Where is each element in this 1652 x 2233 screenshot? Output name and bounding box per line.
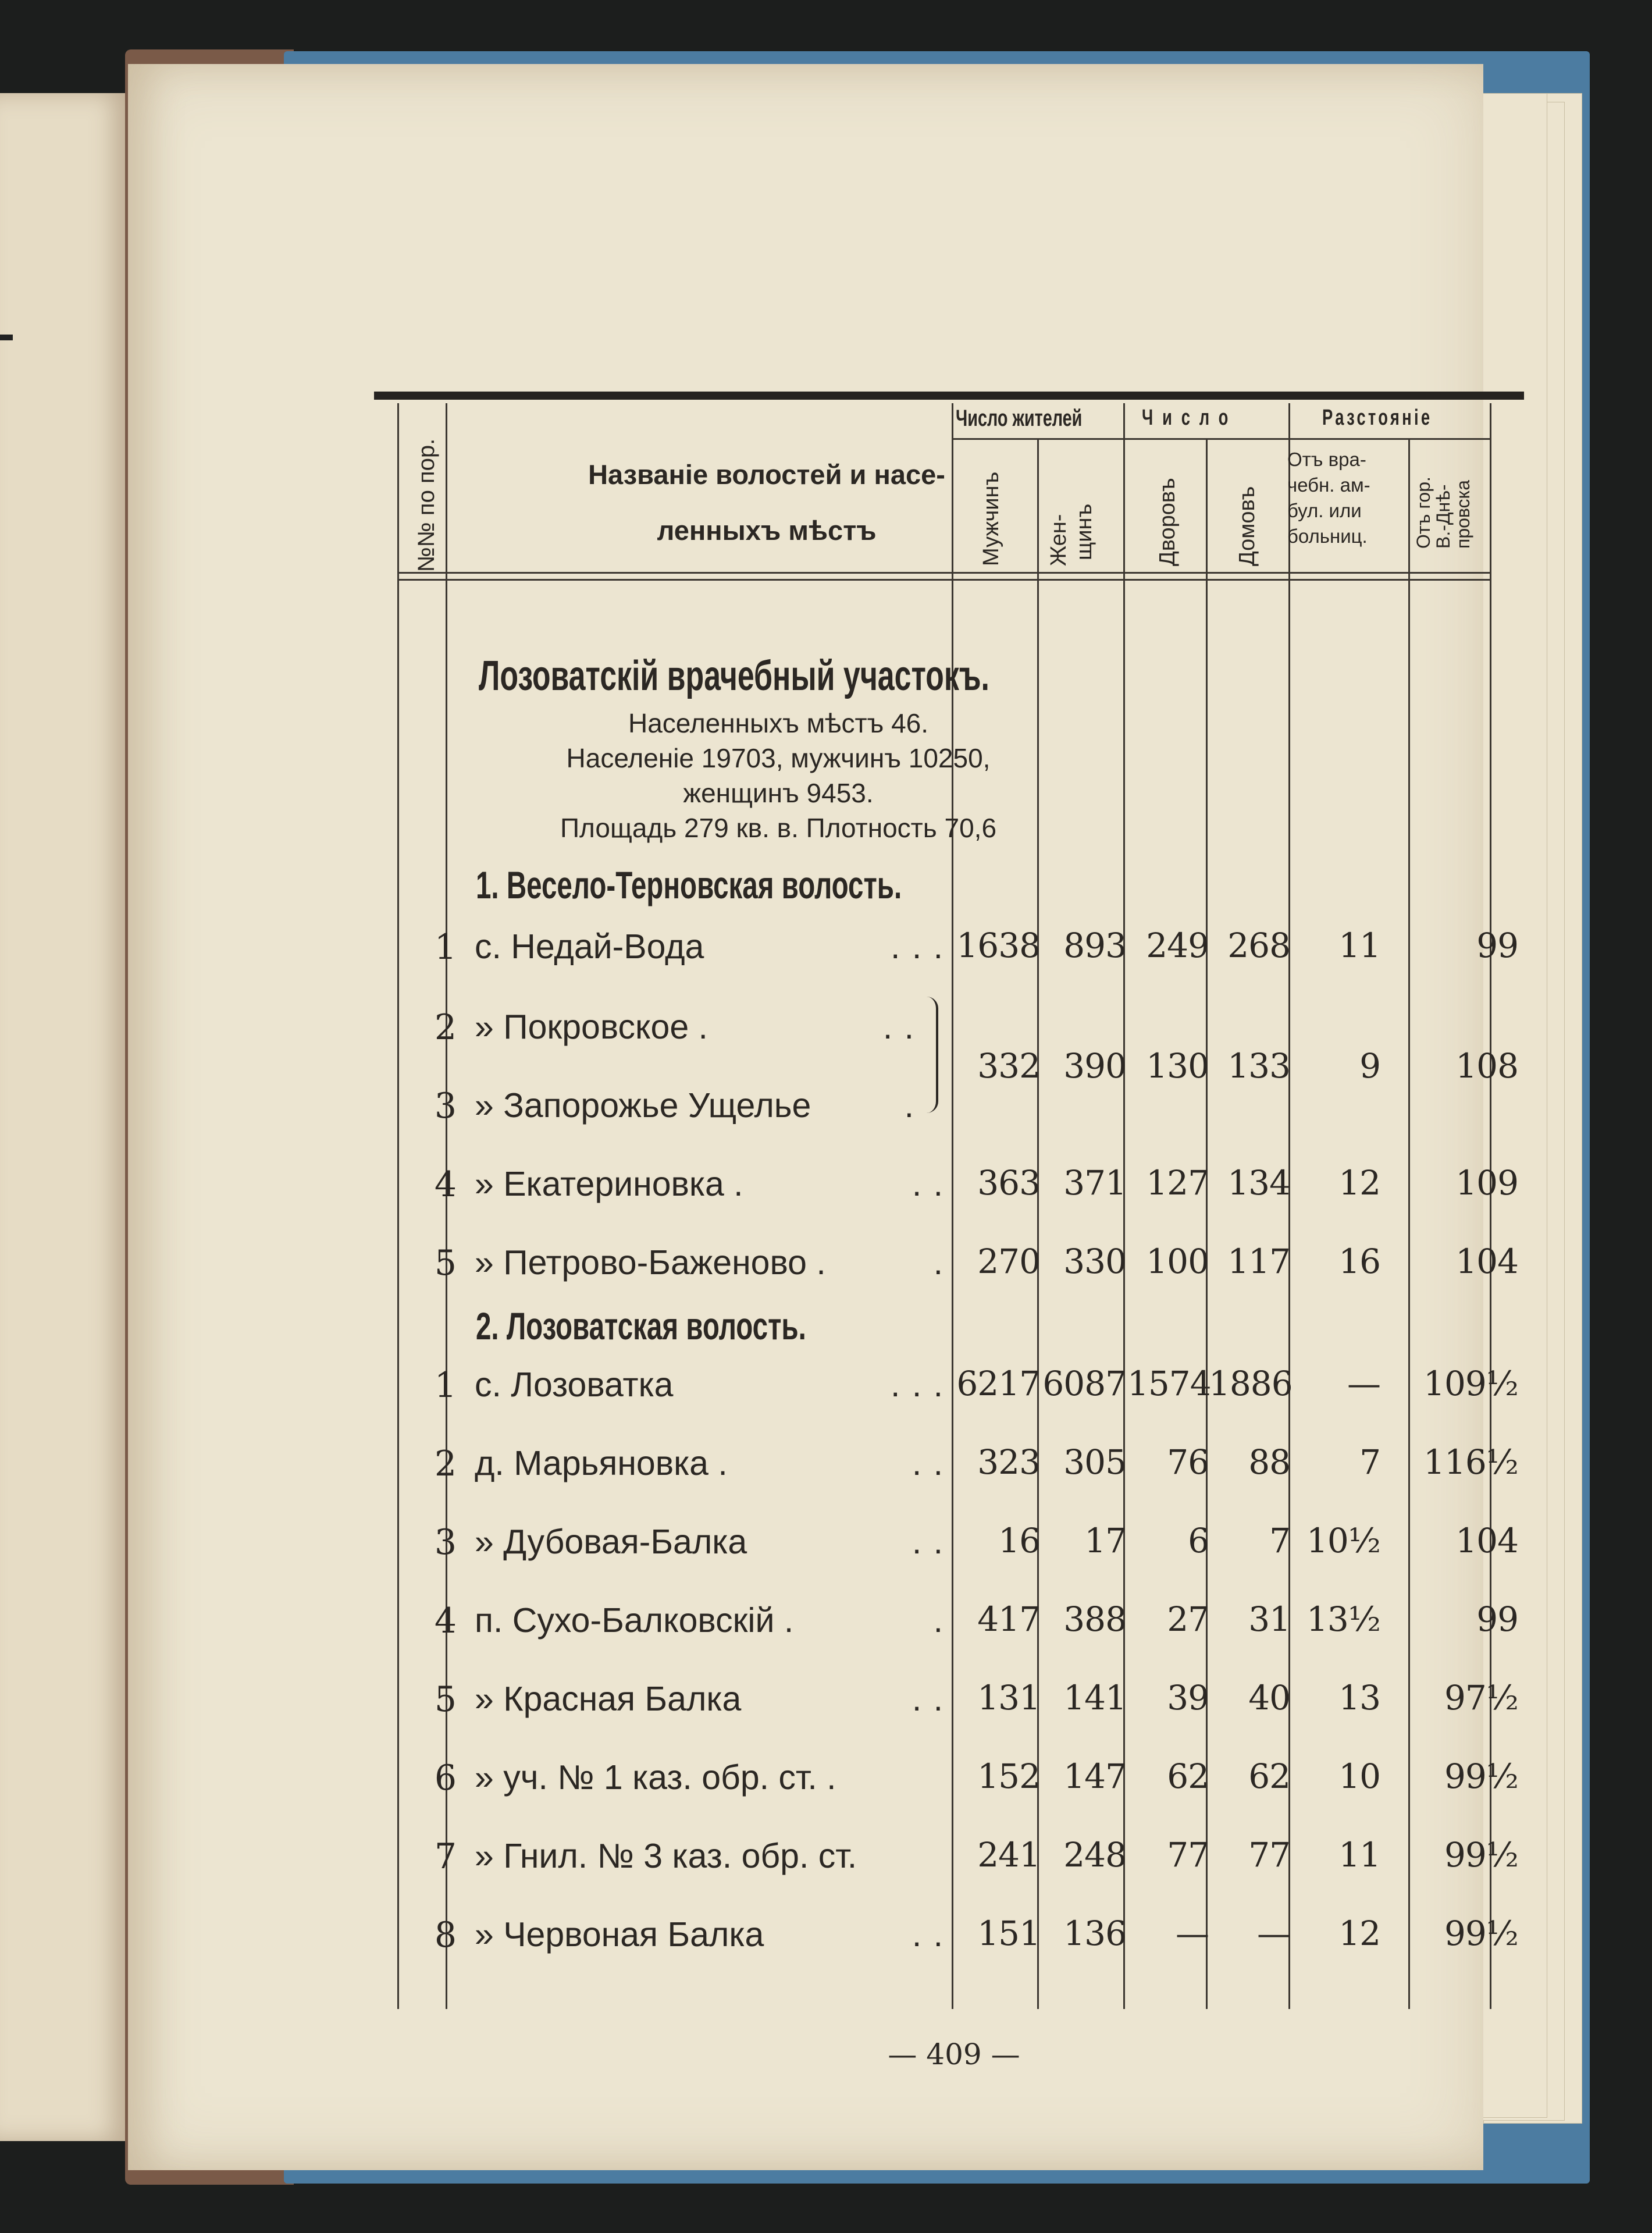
district-info-line: женщинъ 9453. <box>683 778 874 808</box>
cell-houses: 117 <box>1227 1242 1290 1281</box>
district-info-line: Площадь 279 кв. в. Плотность 70,6 <box>560 813 997 843</box>
cell-houses: 7 <box>1269 1521 1290 1560</box>
column-divider <box>952 403 953 2009</box>
row-number: 2 <box>434 1007 457 1048</box>
cell-yards: 27 <box>1167 1599 1209 1639</box>
header-distance-doctor <box>1287 447 1370 549</box>
cell-distance-city: 99½ <box>1444 1914 1518 1953</box>
row-number: 2 <box>434 1443 457 1484</box>
cell-houses: 133 <box>1227 1046 1290 1086</box>
left-page-mark <box>0 335 13 340</box>
cell-houses: 31 <box>1248 1599 1290 1639</box>
place-name: » Покровское . <box>475 1008 708 1046</box>
header-population: Число жителей <box>956 406 1083 431</box>
cell-women: 305 <box>1063 1442 1126 1482</box>
leader-dots: . <box>904 1086 915 1125</box>
header-distance-city: В.-Днѣ- <box>1433 484 1454 549</box>
cell-men: 323 <box>977 1442 1040 1482</box>
cell-yards: 249 <box>1146 926 1209 965</box>
cell-houses: 134 <box>1227 1163 1290 1203</box>
cell-distance-doctor: 7 <box>1359 1442 1380 1482</box>
row-number: 5 <box>434 1243 457 1283</box>
row-number: 8 <box>434 1915 457 1955</box>
header-women: Жен- <box>1046 514 1071 566</box>
row-number: 3 <box>434 1522 457 1563</box>
cell-men: 363 <box>977 1163 1040 1203</box>
cell-distance-doctor: 16 <box>1338 1242 1380 1281</box>
cell-women: 330 <box>1063 1242 1126 1281</box>
cell-women: 147 <box>1063 1756 1126 1796</box>
cell-men: 152 <box>977 1756 1040 1796</box>
cell-distance-city: 109 <box>1455 1163 1518 1203</box>
cell-yards: — <box>1176 1914 1209 1953</box>
cell-distance-doctor: 12 <box>1338 1163 1380 1203</box>
place-name: » Запорожье Ущелье <box>475 1086 811 1125</box>
cell-houses: 77 <box>1248 1835 1290 1875</box>
table-border-left <box>397 403 399 2009</box>
cell-distance-doctor: 10½ <box>1306 1521 1380 1560</box>
place-name: д. Марьяновка . <box>475 1444 728 1482</box>
cell-men: 151 <box>977 1914 1040 1953</box>
cell-women: 6087 <box>1042 1364 1126 1403</box>
cell-distance-city: 116½ <box>1423 1442 1518 1482</box>
cell-yards: 62 <box>1167 1756 1209 1796</box>
cell-distance-city: 99½ <box>1444 1835 1518 1875</box>
cell-distance-doctor: 11 <box>1338 926 1380 965</box>
cell-yards: 100 <box>1146 1242 1209 1281</box>
header-distance-city: провска <box>1452 479 1473 549</box>
place-name: п. Сухо-Балковскій . <box>475 1601 794 1640</box>
district-info-line: Населенныхъ мѣстъ 46. <box>628 708 929 738</box>
cell-men: 131 <box>977 1678 1040 1718</box>
header-houses: Домовъ <box>1235 486 1259 566</box>
cell-houses: 40 <box>1248 1678 1290 1718</box>
place-name: » Червоная Балка <box>475 1915 764 1954</box>
cell-women: 388 <box>1063 1599 1126 1639</box>
leader-dots: . . <box>912 1915 944 1954</box>
cell-women: 248 <box>1063 1835 1126 1875</box>
cell-men: 417 <box>977 1599 1040 1639</box>
place-name: с. Лозоватка <box>475 1366 674 1404</box>
left-page <box>0 93 131 2141</box>
header-group-rule <box>952 438 1490 440</box>
leader-dots: . <box>933 1601 944 1640</box>
header-bottom-rule <box>397 572 1490 574</box>
cell-men: 16 <box>998 1521 1040 1560</box>
cell-distance-doctor: — <box>1347 1364 1380 1403</box>
row-number: 5 <box>434 1679 457 1720</box>
cell-men: 332 <box>977 1046 1040 1086</box>
row-number: 6 <box>434 1758 457 1798</box>
place-name: » Красная Балка <box>475 1680 742 1718</box>
header-place-name-line: Названіе волостей и насе- <box>588 459 945 490</box>
page-number: — 409 — <box>888 2038 1020 2071</box>
header-bottom-rule <box>397 579 1490 581</box>
book-page <box>128 64 1518 2170</box>
leader-dots: . . <box>882 1008 915 1046</box>
cell-women: 371 <box>1063 1163 1126 1203</box>
header-line: больниц. <box>1287 525 1368 547</box>
row-number: 4 <box>434 1164 457 1205</box>
cell-yards: 39 <box>1167 1678 1209 1718</box>
cell-distance-city: 99 <box>1476 1599 1518 1639</box>
settlements-table <box>374 392 1524 2009</box>
cell-distance-doctor: 10 <box>1338 1756 1380 1796</box>
table-top-rule <box>374 392 1524 400</box>
cell-distance-doctor: 13 <box>1338 1678 1380 1718</box>
row-number: 1 <box>434 1365 457 1406</box>
cell-women: 893 <box>1063 926 1126 965</box>
cell-yards: 1574 <box>1127 1364 1211 1403</box>
header-distance: Разстояніе <box>1322 406 1433 430</box>
row-number: 7 <box>434 1836 457 1877</box>
place-name: » Петрово-Баженово . <box>475 1243 826 1282</box>
cell-houses: 1886 <box>1209 1364 1293 1403</box>
cell-distance-doctor: 9 <box>1359 1046 1380 1086</box>
cell-yards: 77 <box>1167 1835 1209 1875</box>
cell-men: 1638 <box>956 926 1040 965</box>
cell-women: 141 <box>1063 1678 1126 1718</box>
row-number: 3 <box>434 1086 457 1126</box>
leader-dots: . . <box>912 1523 944 1561</box>
cell-women: 390 <box>1063 1046 1126 1086</box>
district-title: Лозоватскій врачебный участокъ. <box>479 653 989 699</box>
cell-distance-doctor: 11 <box>1338 1835 1380 1875</box>
cell-yards: 6 <box>1188 1521 1209 1560</box>
leader-dots: . . <box>912 1680 944 1718</box>
header-line: бул. или <box>1287 500 1362 521</box>
place-name: » Екатериновка . <box>475 1165 743 1203</box>
cell-men: 6217 <box>956 1364 1040 1403</box>
header-line: чебн. ам- <box>1287 474 1370 496</box>
place-name: с. Недай-Вода <box>475 927 704 966</box>
district-info-line: Населеніе 19703, мужчинъ 10250, <box>566 743 991 773</box>
cell-distance-doctor: 13½ <box>1306 1599 1380 1639</box>
row-number: 4 <box>434 1601 457 1641</box>
grouping-bracket <box>921 997 938 1113</box>
cell-houses: — <box>1257 1914 1290 1953</box>
cell-distance-city: 108 <box>1455 1046 1518 1086</box>
header-distance-city: Отъ гор. <box>1413 477 1434 549</box>
cell-distance-doctor: 12 <box>1338 1914 1380 1953</box>
cell-distance-city: 104 <box>1455 1521 1518 1560</box>
leader-dots: . <box>933 1243 944 1282</box>
row-number: 1 <box>434 927 457 968</box>
volost-title: 2. Лозоватская волость. <box>476 1304 806 1347</box>
place-name: » уч. № 1 каз. обр. ст. . <box>475 1758 836 1797</box>
cell-distance-city: 99½ <box>1444 1756 1518 1796</box>
header-men: Мужчинъ <box>979 471 1003 566</box>
cell-men: 241 <box>977 1835 1040 1875</box>
header-number: №№ по пор. <box>414 438 439 572</box>
header-women: щинъ <box>1072 503 1096 560</box>
leader-dots: . . . <box>891 927 944 966</box>
header-place-name-line: ленныхъ мѣстъ <box>657 515 877 546</box>
volost-title: 1. Весело-Терновская волость. <box>476 863 902 906</box>
cell-distance-city: 104 <box>1455 1242 1518 1281</box>
cell-yards: 127 <box>1146 1163 1209 1203</box>
cell-houses: 88 <box>1248 1442 1290 1482</box>
leader-dots: . . <box>912 1444 944 1482</box>
cell-houses: 268 <box>1227 926 1290 965</box>
leader-dots: . . . <box>891 1366 944 1404</box>
leader-dots: . . <box>912 1165 944 1203</box>
cell-yards: 130 <box>1146 1046 1209 1086</box>
cell-women: 17 <box>1084 1521 1126 1560</box>
cell-distance-city: 97½ <box>1444 1678 1518 1718</box>
cell-distance-city: 109½ <box>1423 1364 1518 1403</box>
place-name: » Дубовая-Балка <box>475 1523 747 1561</box>
cell-men: 270 <box>977 1242 1040 1281</box>
cell-houses: 62 <box>1248 1756 1290 1796</box>
header-yards: Дворовъ <box>1155 478 1180 566</box>
cell-women: 136 <box>1063 1914 1126 1953</box>
header-count: Число <box>1142 406 1238 430</box>
cell-yards: 76 <box>1167 1442 1209 1482</box>
cell-distance-city: 99 <box>1476 926 1518 965</box>
place-name: » Гнил. № 3 каз. обр. ст. <box>475 1837 857 1875</box>
header-line: Отъ вра- <box>1287 449 1366 470</box>
